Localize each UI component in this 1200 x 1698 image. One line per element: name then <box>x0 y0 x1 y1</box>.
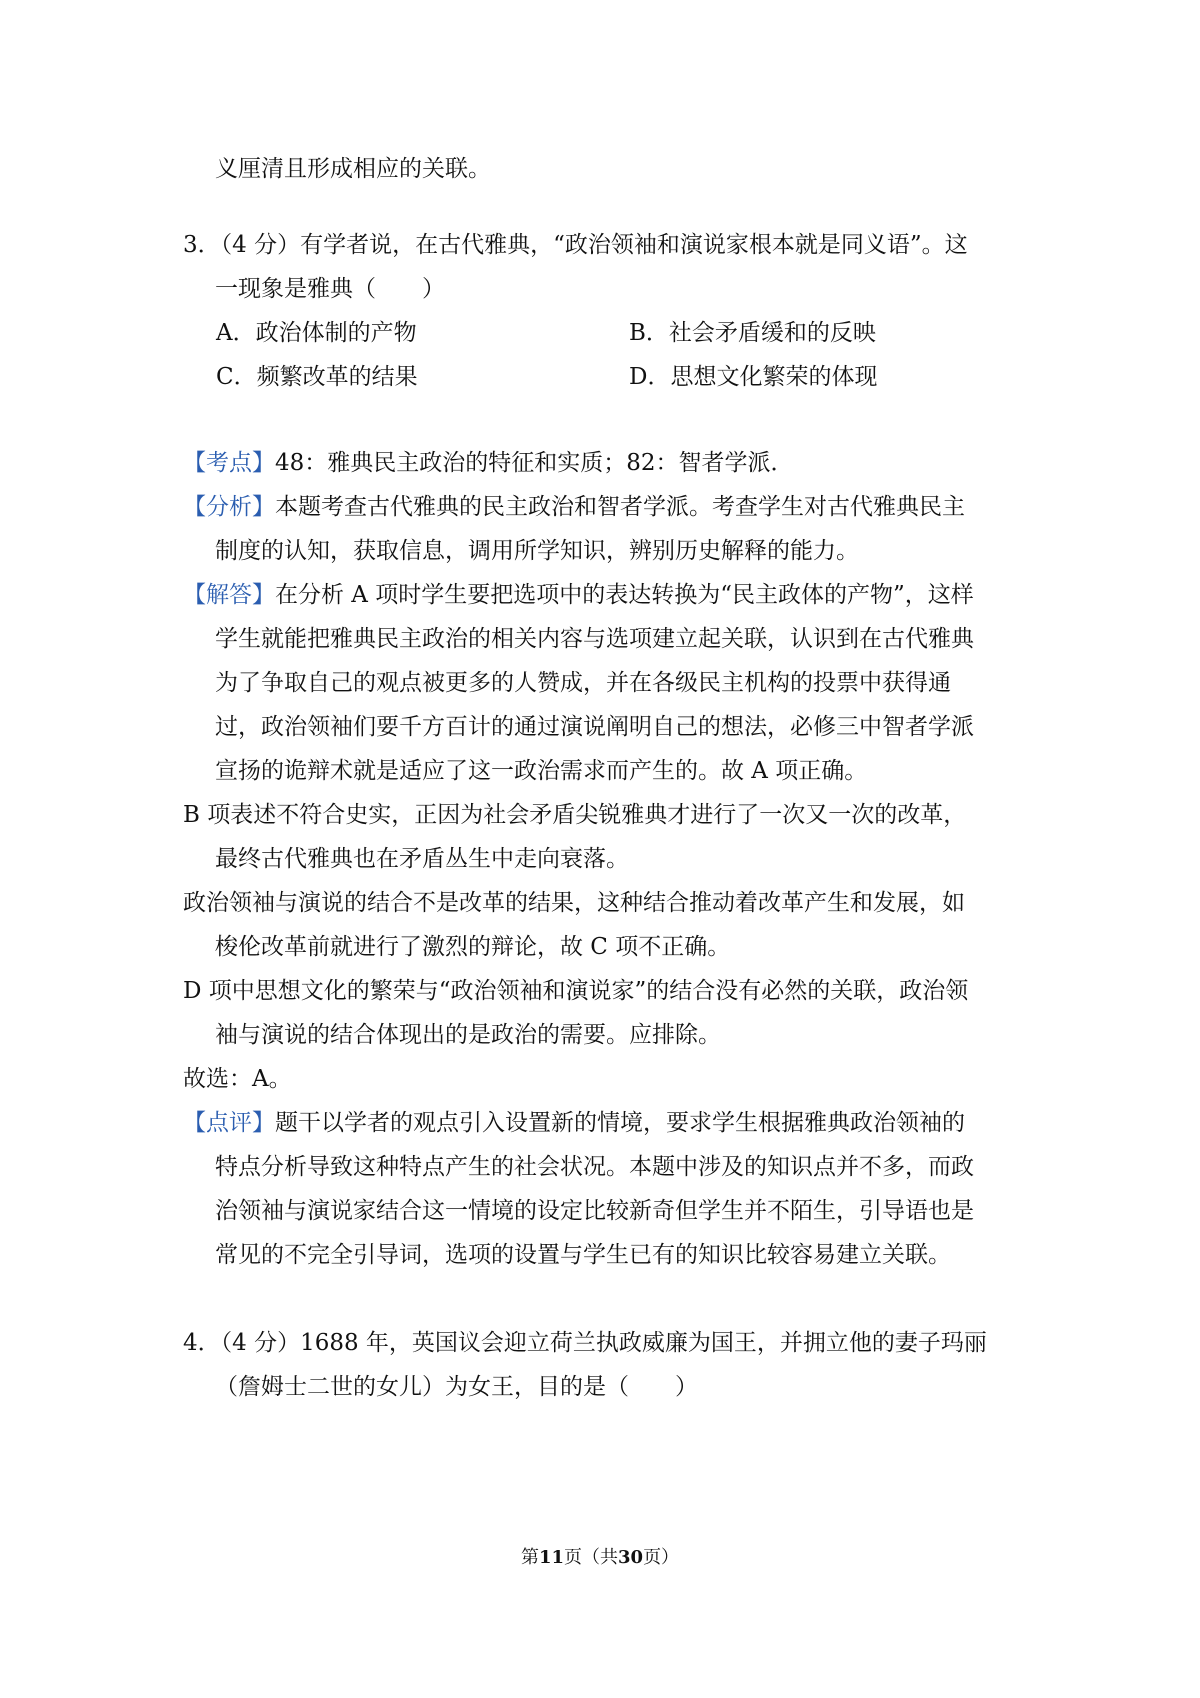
q3-option-c: C．频繁改革的结果 <box>216 364 418 390</box>
q2-tail-text: 义厘清且形成相应的关联。 <box>215 156 491 182</box>
dianping-text3: 治领袖与演说家结合这一情境的设定比较新奇但学生并不陌生，引导语也是 <box>215 1198 974 1224</box>
kaodian-line <box>183 446 794 480</box>
fenxi-text2: 制度的认知，获取信息，调用所学知识，辨别历史解释的能力。 <box>215 538 859 564</box>
footer-mid: 页（共 <box>564 1547 618 1568</box>
page-footer <box>0 1546 1200 1570</box>
footer-prefix: 第 <box>520 1547 539 1568</box>
jieda-text4: 过，政治领袖们要千方百计的通过演说阐明自己的想法，必修三中智者学派 <box>215 714 974 740</box>
jieda-text1: 在分析 A 项时学生要把选项中的表达转换为“民主政体的产物”，这样 <box>275 582 974 608</box>
kaodian-tag: 【考点】 <box>183 450 275 476</box>
dianping-line1 <box>183 1106 965 1140</box>
b-explanation-line2: 最终古代雅典也在矛盾丛生中走向衰落。 <box>215 846 629 872</box>
dianping-tag: 【点评】 <box>183 1110 275 1136</box>
q3-stem-line1: 3．（4 分）有学者说，在古代雅典，“政治领袖和演说家根本就是同义语”。这 <box>183 232 968 258</box>
dianping-text2: 特点分析导致这种特点产生的社会状况。本题中涉及的知识点并不多，而政 <box>215 1154 974 1180</box>
q3-option-a: A．政治体制的产物 <box>216 320 417 346</box>
d-explanation-line2: 袖与演说的结合体现出的是政治的需要。应排除。 <box>215 1022 721 1048</box>
q4-stem-line2: （詹姆士二世的女儿）为女王，目的是（ ） <box>215 1374 698 1400</box>
jieda-tag: 【解答】 <box>183 582 275 608</box>
fenxi-line1 <box>183 490 965 524</box>
answer-line: 故选：A。 <box>183 1066 292 1092</box>
c-explanation-line1: 政治领袖与演说的结合不是改革的结果，这种结合推动着改革产生和发展，如 <box>183 890 965 916</box>
fenxi-tag: 【分析】 <box>183 494 275 520</box>
jieda-text3: 为了争取自己的观点被更多的人赞成，并在各级民主机构的投票中获得通 <box>215 670 951 696</box>
kaodian-text: 48：雅典民主政治的特征和实质；82：智者学派． <box>275 450 794 476</box>
jieda-line1 <box>183 578 974 612</box>
fenxi-text1: 本题考查古代雅典的民主政治和智者学派。考查学生对古代雅典民主 <box>275 494 965 520</box>
dianping-text4: 常见的不完全引导词，选项的设置与学生已有的知识比较容易建立关联。 <box>215 1242 951 1268</box>
dianping-text1: 题干以学者的观点引入设置新的情境，要求学生根据雅典政治领袖的 <box>275 1110 965 1136</box>
q4-stem-line1: 4．（4 分）1688 年，英国议会迎立荷兰执政威廉为国王，并拥立他的妻子玛丽 <box>183 1330 987 1356</box>
d-explanation-line1: D 项中思想文化的繁荣与“政治领袖和演说家”的结合没有必然的关联，政治领 <box>183 978 969 1004</box>
q3-stem-line2: 一现象是雅典（ ） <box>215 276 445 302</box>
q3-option-d: D．思想文化繁荣的体现 <box>629 364 878 390</box>
footer-total-pages: 30 <box>618 1547 644 1568</box>
jieda-text5: 宣扬的诡辩术就是适应了这一政治需求而产生的。故 A 项正确。 <box>215 758 868 784</box>
footer-suffix: 页） <box>643 1547 680 1568</box>
q3-option-b: B．社会矛盾缓和的反映 <box>629 320 876 346</box>
jieda-text2: 学生就能把雅典民主政治的相关内容与选项建立起关联，认识到在古代雅典 <box>215 626 974 652</box>
b-explanation-line1: B 项表述不符合史实，正因为社会矛盾尖锐雅典才进行了一次又一次的改革， <box>183 802 967 828</box>
footer-page-number: 11 <box>538 1547 564 1568</box>
c-explanation-line2: 梭伦改革前就进行了激烈的辩论，故 C 项不正确。 <box>215 934 731 960</box>
